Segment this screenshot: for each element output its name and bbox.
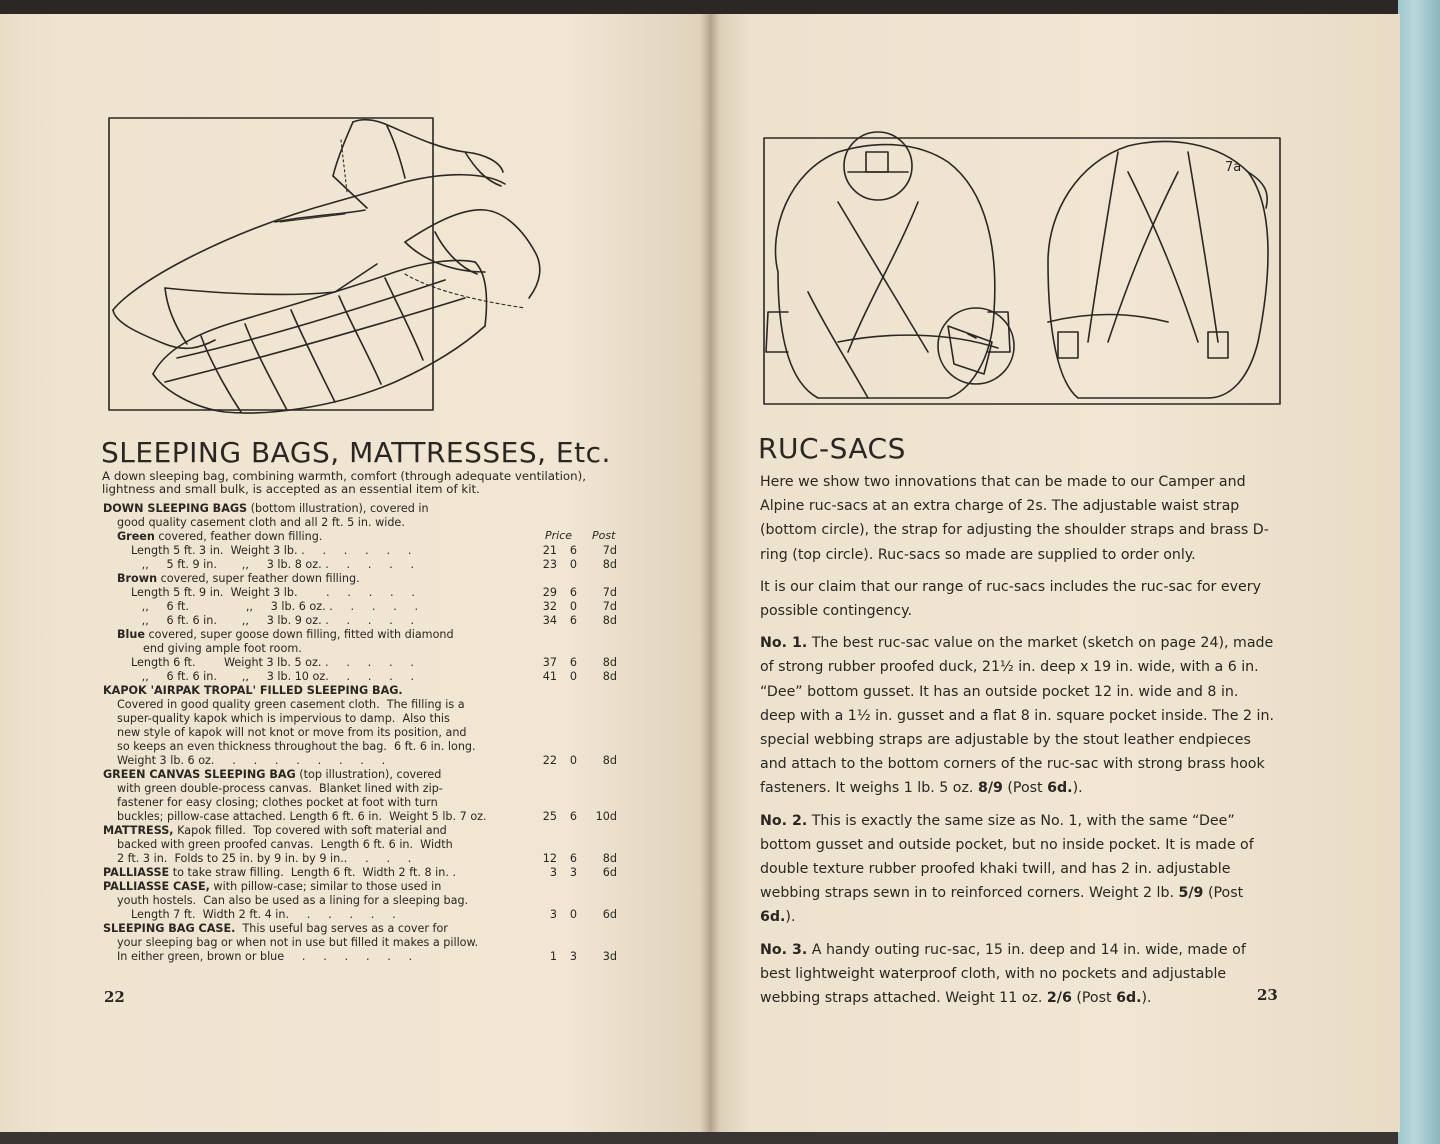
item-text: ,, 6 ft. ,, 3 lb. 6 oz. . . . . . [131, 600, 419, 613]
post-column-header: Post [592, 529, 616, 542]
intro-line: A down sleeping bag, combining warmth, comfort (through adequate ventilation), [102, 469, 586, 483]
price-pence: 3 [569, 866, 577, 879]
row-description [117, 936, 478, 950]
price-shillings: 29 [542, 586, 557, 599]
price-list-row [103, 572, 621, 586]
price-list-row [103, 754, 621, 768]
row-description [131, 614, 414, 628]
price-list-row [103, 516, 621, 530]
post-charge: 10d [595, 810, 617, 823]
price-shillings: 34 [542, 614, 557, 627]
item-text: new style of kapok will not knot or move from its position, and [117, 726, 467, 739]
row-description [103, 684, 403, 698]
rucsac-price: 5/9 [1178, 885, 1204, 902]
paragraph-text: A handy outing ruc-sac, 15 in. deep and 14 in. wide, made of best lightweight waterproof cloth, with no pockets and adjustable webbing straps attached. Weight 11 oz. [760, 941, 1246, 1007]
row-description [117, 852, 411, 866]
model-number: No. 2. [760, 812, 808, 829]
row-description [117, 740, 476, 754]
post-charge: 6d [602, 908, 617, 921]
item-name: Brown [117, 572, 158, 585]
item-text: Weight 3 lb. 6 oz. . . . . . . . . [117, 754, 386, 767]
postage-close: ). [785, 909, 796, 926]
item-text: ,, 6 ft. 6 in. ,, 3 lb. 10 oz. . . . . [131, 670, 415, 683]
item-name: Blue [117, 628, 145, 641]
row-description [131, 600, 418, 614]
price-list [103, 502, 621, 964]
item-text: 2 ft. 3 in. Folds to 25 in. by 9 in. by 9 in.. . . . [117, 852, 412, 865]
row-description [131, 586, 415, 600]
item-text: Length 7 ft. Width 2 ft. 4 in. . . . . . [131, 908, 396, 921]
row-description [143, 642, 302, 656]
price-list-row [103, 600, 621, 614]
price-pence: 0 [569, 600, 577, 613]
row-description [117, 572, 360, 586]
price-list-row [103, 530, 621, 544]
paragraph-text: The best ruc-sac value on the market (sketch on page 24), made of strong rubber proofed duck, 21½ in. deep x 19 in. wide, with a 6 in. “Dee” bottom gusset. It has an outside pocket 12 in. wide and 8 in. deep with a 1½ in. gusset and a flat 8 in. square pocket inside. The 2 in. special webbing straps are adjustable by the stout leather endpieces and attach to the bottom corners of the ruc-sac with strong brass hook fasteners. It weighs 1 lb. 5 oz. [760, 635, 1274, 797]
item-text: good quality casement cloth and all 2 ft. 5 in. wide. [117, 516, 405, 529]
item-name: KAPOK 'AIRPAK TROPAL' FILLED SLEEPING BAG. [103, 684, 403, 697]
price-list-row [103, 852, 621, 866]
item-text: backed with green proofed canvas. Length 6 ft. 6 in. Width [117, 838, 453, 851]
price-shillings: 22 [542, 754, 557, 767]
postage-open: (Post [1002, 780, 1048, 797]
post-charge: 8d [602, 670, 617, 683]
row-description [117, 754, 385, 768]
item-text: super-quality kapok which is impervious to damp. Also this [117, 712, 450, 725]
row-description [117, 894, 468, 908]
item-name: SLEEPING BAG CASE. [103, 922, 236, 935]
price-pence: 6 [569, 656, 577, 669]
item-text: covered, feather down filling. [154, 530, 323, 543]
price-list-row [103, 628, 621, 642]
row-description [103, 768, 441, 782]
price-pence: 6 [569, 852, 577, 865]
item-name: PALLIASSE [103, 866, 170, 879]
item-text: with green double-process canvas. Blanket lined with zip- [117, 782, 443, 795]
cover-edge [1398, 0, 1440, 1144]
item-text: so keeps an even thickness throughout the bag. 6 ft. 6 in. long. [117, 740, 476, 753]
row-description [117, 698, 465, 712]
post-charge: 7d [602, 586, 617, 599]
price-shillings: 23 [542, 558, 557, 571]
price-list-row [103, 936, 621, 950]
price-pence: 0 [569, 558, 577, 571]
model-number: No. 1. [760, 635, 808, 652]
price-shillings: 37 [542, 656, 557, 669]
price-list-row [103, 698, 621, 712]
page-gutter [700, 14, 720, 1132]
page-title-sleeping-bags: SLEEPING BAGS, MATTRESSES, Etc. [101, 436, 611, 469]
post-charge: 8d [602, 614, 617, 627]
rucsac-price: 8/9 [977, 780, 1003, 797]
price-list-row [103, 782, 621, 796]
rucsac-paragraph [760, 938, 1275, 1011]
row-description [117, 712, 450, 726]
price-list-row [103, 586, 621, 600]
item-text: Kapok filled. Top covered with soft material and [173, 824, 447, 837]
rucsac-description [760, 470, 1275, 1018]
row-description [117, 838, 453, 852]
item-text: (top illustration), covered [295, 768, 442, 781]
post-charge: 8d [602, 558, 617, 571]
price-list-row [103, 684, 621, 698]
row-description [117, 782, 443, 796]
item-text: to take straw filling. Length 6 ft. Width 2 ft. 8 in. . [169, 866, 457, 879]
price-list-row [103, 950, 621, 964]
row-description [117, 950, 412, 964]
page-number-left: 22 [104, 988, 125, 1006]
item-text: ,, 5 ft. 9 in. ,, 3 lb. 8 oz. . . . . . [131, 558, 415, 571]
postage-charge: 6d. [1047, 780, 1073, 797]
item-text: fastener for easy closing; clothes pocket at foot with turn [117, 796, 438, 809]
row-description [117, 726, 467, 740]
rucsac-paragraph [760, 575, 1275, 623]
price-shillings: 1 [549, 950, 557, 963]
price-shillings: 3 [549, 866, 557, 879]
price-list-row [103, 544, 621, 558]
price-list-row [103, 768, 621, 782]
item-text: This useful bag serves as a cover for [235, 922, 448, 935]
price-list-row [103, 670, 621, 684]
price-pence: 3 [569, 950, 577, 963]
row-description [103, 866, 456, 880]
post-charge: 8d [602, 754, 617, 767]
item-text: with pillow-case; similar to those used in [209, 880, 442, 893]
price-pence: 0 [569, 670, 577, 683]
price-list-row [103, 614, 621, 628]
price-shillings: 3 [549, 908, 557, 921]
rucsac-paragraph [760, 470, 1275, 567]
post-charge: 7d [602, 600, 617, 613]
row-description [103, 502, 429, 516]
price-list-row [103, 502, 621, 516]
price-list-row [103, 726, 621, 740]
price-list-row [103, 810, 621, 824]
price-list-row [103, 922, 621, 936]
item-text: Length 6 ft. Weight 3 lb. 5 oz. . . . . . [131, 656, 414, 669]
price-shillings: 25 [542, 810, 557, 823]
price-shillings: 41 [542, 670, 557, 683]
model-number: No. 3. [760, 941, 808, 958]
item-text: In either green, brown or blue . . . . . . [117, 950, 413, 963]
row-description [117, 796, 438, 810]
price-list-row [103, 838, 621, 852]
item-text: Length 5 ft. 9 in. Weight 3 lb. . . . . . [131, 586, 415, 599]
item-text: end giving ample foot room. [143, 642, 302, 655]
row-description [131, 544, 411, 558]
price-pence: 6 [569, 810, 577, 823]
price-shillings: 12 [542, 852, 557, 865]
item-name: Green [117, 530, 155, 543]
item-text: ,, 6 ft. 6 in. ,, 3 lb. 9 oz. . . . . . [131, 614, 415, 627]
post-charge: 6d [602, 866, 617, 879]
price-pence: 6 [569, 614, 577, 627]
price-column-header: Price [545, 529, 573, 542]
figure-label: 7a [1225, 160, 1242, 175]
price-list-row [103, 642, 621, 656]
post-charge: 7d [602, 544, 617, 557]
row-description [131, 908, 396, 922]
item-text: youth hostels. Can also be used as a lining for a sleeping bag. [117, 894, 469, 907]
price-pence: 0 [569, 754, 577, 767]
item-name: DOWN SLEEPING BAGS [103, 502, 248, 515]
item-text: your sleeping bag or when not in use but filled it makes a pillow. [117, 936, 479, 949]
price-pence: 6 [569, 586, 577, 599]
post-charge: 8d [602, 656, 617, 669]
postage-open: (Post [1203, 885, 1244, 902]
intro-line: lightness and small bulk, is accepted as an essential item of kit. [102, 482, 480, 496]
post-charge: 8d [602, 852, 617, 865]
post-charge: 3d [602, 950, 617, 963]
page-title-rucsacs: RUC-SACS [758, 432, 906, 465]
item-text: Covered in good quality green casement cloth. The filling is a [117, 698, 465, 711]
price-list-row [103, 866, 621, 880]
sleeping-bags-illustration [105, 112, 545, 432]
item-text: buckles; pillow-case attached. Length 6 ft. 6 in. Weight 5 lb. 7 oz. [117, 810, 487, 823]
row-description [103, 922, 448, 936]
item-text: covered, super feather down filling. [157, 572, 360, 585]
rucsacs-illustration [748, 112, 1288, 412]
row-description [131, 558, 414, 572]
price-list-row [103, 894, 621, 908]
item-name: PALLIASSE CASE, [103, 880, 210, 893]
price-list-row [103, 908, 621, 922]
row-description [131, 670, 414, 684]
row-description [117, 628, 454, 642]
rucsac-paragraph [760, 809, 1275, 930]
price-list-row [103, 796, 621, 810]
postage-close: ). [1141, 990, 1152, 1007]
price-list-row [103, 740, 621, 754]
price-list-row [103, 880, 621, 894]
price-shillings: 32 [542, 600, 557, 613]
row-description [103, 824, 447, 838]
postage-charge: 6d. [760, 909, 786, 926]
item-name: GREEN CANVAS SLEEPING BAG [103, 768, 296, 781]
price-list-row [103, 656, 621, 670]
price-shillings: 21 [542, 544, 557, 557]
rucsac-price: 2/6 [1046, 990, 1072, 1007]
row-description [117, 530, 322, 544]
price-pence: 6 [569, 544, 577, 557]
postage-open: (Post [1071, 990, 1117, 1007]
paragraph-text: Here we show two innovations that can be made to our Camper and Alpine ruc-sacs at an extra charge of 2s. The adjustable waist strap (bottom circle), the strap for adjusting the shoulder straps and brass D-ring (top circle). Ruc-sacs so made are supplied to order only. [760, 474, 1269, 563]
rucsac-paragraph [760, 631, 1275, 800]
row-description [117, 810, 487, 824]
item-text: (bottom illustration), covered in [247, 502, 429, 515]
item-text: Length 5 ft. 3 in. Weight 3 lb. . . . . . . [131, 544, 412, 557]
price-list-row [103, 824, 621, 838]
postage-close: ). [1072, 780, 1083, 797]
price-list-row [103, 712, 621, 726]
intro-text [102, 470, 622, 496]
page-number-right: 23 [1257, 986, 1278, 1004]
row-description [117, 516, 405, 530]
postage-charge: 6d. [1116, 990, 1142, 1007]
row-description [131, 656, 414, 670]
price-pence: 0 [569, 908, 577, 921]
price-list-row [103, 558, 621, 572]
row-description [103, 880, 441, 894]
paragraph-text: This is exactly the same size as No. 1, with the same “Dee” bottom gusset and outside pocket, but no inside pocket. It is made of double texture rubber proofed khaki twill, and has 2 in. adjustable webbing straps sewn in to reinforced corners. Weight 2 lb. [760, 812, 1254, 902]
item-name: MATTRESS, [103, 824, 174, 837]
item-text: covered, super goose down filling, fitted with diamond [144, 628, 454, 641]
paragraph-text: It is our claim that our range of ruc-sacs includes the ruc-sac for every possible contingency. [760, 578, 1261, 620]
